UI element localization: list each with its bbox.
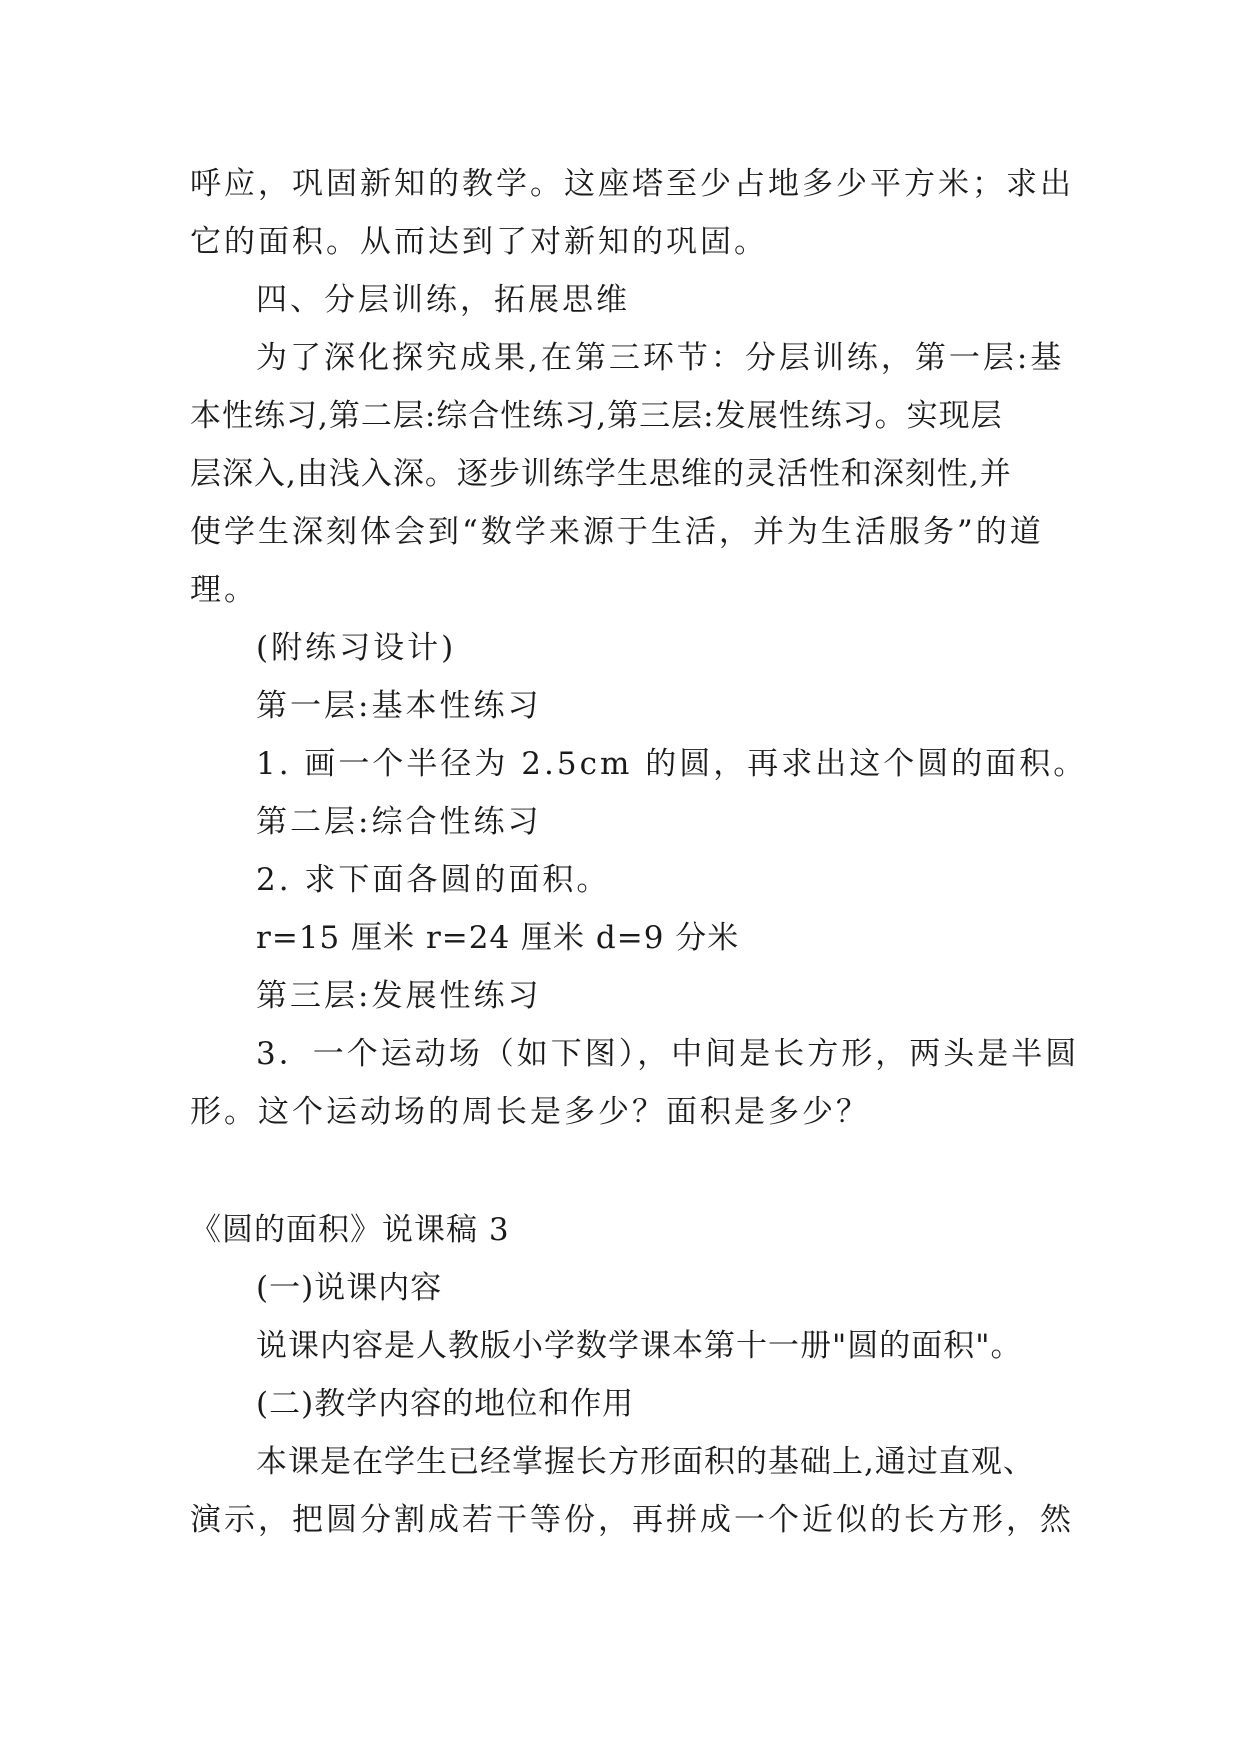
paragraph-line: 它的面积。从而达到了对新知的巩固。 — [190, 224, 768, 260]
paragraph-line: 本课是在学生已经掌握长方形面积的基础上,通过直观、 — [256, 1444, 1035, 1480]
paragraph-line: 说课内容是人教版小学数学课本第十一册"圆的面积"。 — [256, 1328, 1023, 1364]
paragraph-line: 使学生深刻体会到“数学来源于生活，并为生活服务”的道 — [190, 514, 1044, 550]
section-heading: (二)教学内容的地位和作用 — [256, 1386, 635, 1422]
section-heading: 四、分层训练，拓展思维 — [256, 282, 630, 318]
paragraph-line: 形。这个运动场的周长是多少？面积是多少？ — [190, 1094, 870, 1130]
paragraph-line: 为了深化探究成果,在第三环节：分层训练，第一层:基 — [256, 340, 1065, 376]
exercise-level-heading: 第三层:发展性练习 — [256, 978, 542, 1014]
exercise-values: r=15 厘米 r=24 厘米 d=9 分米 — [256, 920, 740, 956]
exercise-item: 2. 求下面各圆的面积。 — [256, 862, 611, 898]
exercise-item: 3．一个运动场（如下图），中间是长方形，两头是半圆 — [256, 1036, 1080, 1072]
paragraph-line: 层深入,由浅入深。逐步训练学生思维的灵活性和深刻性,并 — [190, 456, 1012, 492]
paragraph-line: (附练习设计) — [256, 630, 457, 666]
exercise-level-heading: 第二层:综合性练习 — [256, 804, 542, 840]
section-heading: (一)说课内容 — [256, 1270, 443, 1306]
document-title: 《圆的面积》说课稿 3 — [190, 1212, 510, 1248]
paragraph-line: 理。 — [190, 572, 258, 608]
paragraph-line: 本性练习,第二层:综合性练习,第三层:发展性练习。实现层 — [190, 398, 1003, 434]
paragraph-line: 呼应，巩固新知的教学。这座塔至少占地多少平方米；求出 — [190, 166, 1074, 202]
exercise-item: 1. 画一个半径为 2.5cm 的圆，再求出这个圆的面积。 — [256, 746, 1088, 782]
paragraph-line: 演示，把圆分割成若干等份，再拼成一个近似的长方形，然 — [190, 1502, 1074, 1538]
exercise-level-heading: 第一层:基本性练习 — [256, 688, 542, 724]
